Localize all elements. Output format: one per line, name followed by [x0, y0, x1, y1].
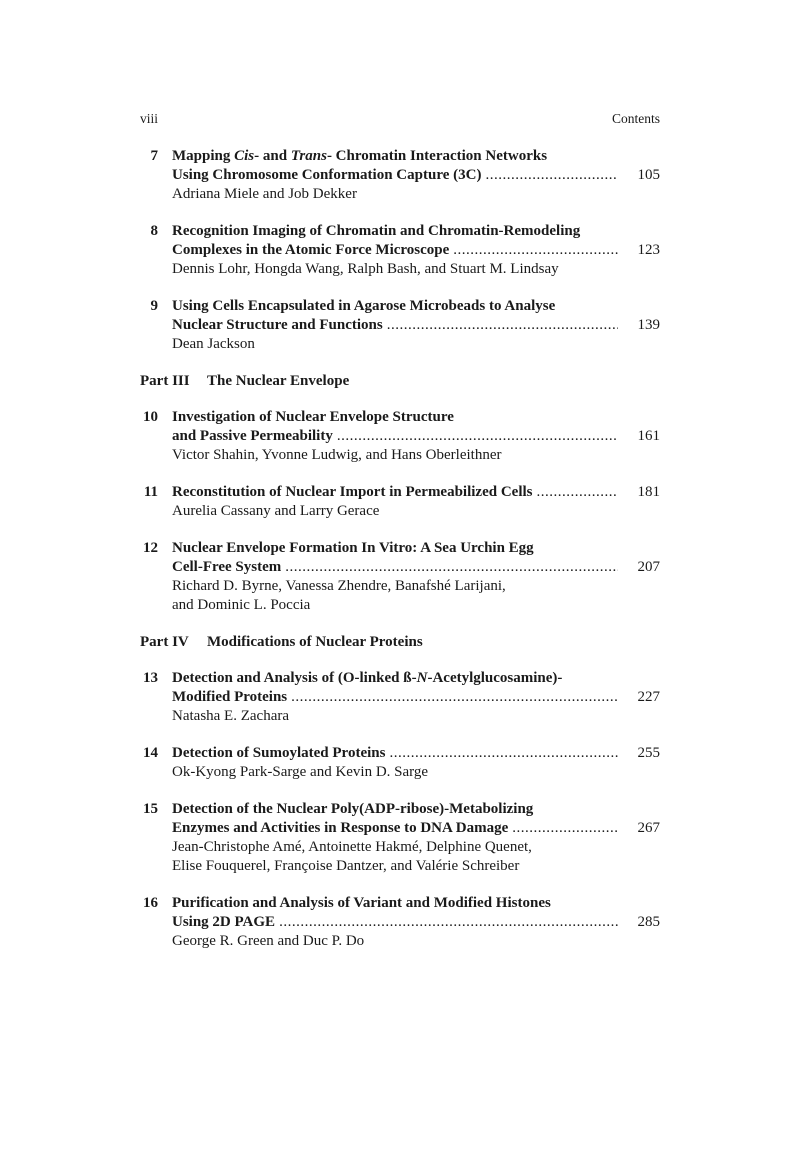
leader-dots [279, 913, 618, 932]
table-of-contents [140, 147, 660, 969]
chapter-title-line: Detection of the Nuclear Poly(ADP-ribose)-Metabolizing [172, 801, 534, 817]
part-title: The Nuclear Envelope [207, 373, 350, 389]
chapter-authors: George R. Green and Duc P. Do [172, 933, 365, 949]
chapter-title-line: Nuclear Envelope Formation In Vitro: A Sea Urchin Egg [172, 540, 534, 556]
chapter-number: 8 [150, 223, 158, 239]
toc-entry-11[interactable] [140, 483, 660, 521]
chapter-title-line: Enzymes and Activities in Response to DNA Damage [172, 820, 509, 836]
chapter-number: 10 [143, 409, 158, 425]
running-title: Contents [611, 111, 660, 126]
chapter-authors: Aurelia Cassany and Larry Gerace [172, 503, 380, 519]
chapter-title-line: Complexes in the Atomic Force Microscope [172, 242, 450, 258]
chapter-title-line: Modified Proteins [172, 689, 288, 705]
chapter-authors: Adriana Miele and Job Dekker [172, 186, 357, 202]
chapter-title-line: Investigation of Nuclear Envelope Structure [172, 409, 454, 425]
chapter-page: 161 [637, 428, 660, 444]
part-title: Modifications of Nuclear Proteins [207, 634, 423, 650]
chapter-title-line: Detection and Analysis of (O-linked ß-N-Acetylglucosamine)- [172, 670, 563, 686]
chapter-authors: Jean-Christophe Amé, Antoinette Hakmé, Delphine Quenet, Elise Fouquerel, Françoise Dantzer, and Valérie Schreiber [172, 839, 532, 874]
chapter-title-line: and Passive Permeability [172, 428, 333, 444]
leader-dots [485, 166, 618, 185]
chapter-number: 14 [143, 745, 158, 761]
chapter-number: 9 [150, 298, 158, 314]
chapter-title-line: Mapping Cis- and Trans- Chromatin Interaction Networks [172, 148, 548, 164]
leader-dots [291, 688, 618, 707]
part-heading [140, 633, 660, 652]
chapter-title-line: Cell-Free System [172, 559, 282, 575]
chapter-title-line: Detection of Sumoylated Proteins [172, 745, 386, 761]
chapter-authors: Victor Shahin, Yvonne Ludwig, and Hans Oberleithner [172, 447, 502, 463]
chapter-number: 16 [143, 895, 158, 911]
chapter-title-line: Reconstitution of Nuclear Import in Permeabilized Cells [172, 484, 533, 500]
chapter-page: 285 [637, 914, 660, 930]
toc-entry-9[interactable] [140, 297, 660, 354]
chapter-number: 7 [150, 148, 158, 164]
toc-entry-13[interactable] [140, 669, 660, 726]
toc-entry-15[interactable] [140, 800, 660, 876]
chapter-title-line: Using Cells Encapsulated in Agarose Microbeads to Analyse [172, 298, 556, 314]
chapter-page: 123 [637, 242, 660, 258]
leader-dots [453, 241, 618, 260]
leader-dots [389, 744, 618, 763]
leader-dots [512, 819, 618, 838]
chapter-authors: Richard D. Byrne, Vanessa Zhendre, Banafshé Larijani, and Dominic L. Poccia [172, 578, 506, 613]
chapter-page: 255 [637, 745, 660, 761]
toc-entry-10[interactable] [140, 408, 660, 465]
chapter-page: 207 [637, 559, 660, 575]
page-number: viii [140, 111, 159, 126]
leader-dots [537, 483, 618, 502]
chapter-authors: Dennis Lohr, Hongda Wang, Ralph Bash, and Stuart M. Lindsay [172, 261, 559, 277]
toc-entry-16[interactable] [140, 894, 660, 951]
toc-entry-14[interactable] [140, 744, 660, 782]
leader-dots [285, 558, 618, 577]
chapter-title-line: Nuclear Structure and Functions [172, 317, 383, 333]
toc-entry-8[interactable] [140, 222, 660, 279]
chapter-authors: Ok-Kyong Park-Sarge and Kevin D. Sarge [172, 764, 429, 780]
chapter-page: 227 [637, 689, 660, 705]
chapter-title-line: Recognition Imaging of Chromatin and Chromatin-Remodeling [172, 223, 581, 239]
toc-entry-12[interactable] [140, 539, 660, 615]
chapter-page: 105 [637, 167, 660, 183]
chapter-page: 181 [637, 484, 660, 500]
chapter-page: 267 [637, 820, 660, 836]
toc-entry-7[interactable] [140, 147, 660, 204]
chapter-authors: Natasha E. Zachara [172, 708, 290, 724]
part-heading [140, 372, 660, 391]
part-label: Part IV [140, 634, 189, 650]
part-label: Part III [140, 373, 190, 389]
chapter-title-line: Using Chromosome Conformation Capture (3C) [172, 167, 482, 183]
chapter-number: 15 [143, 801, 158, 817]
chapter-title-line: Purification and Analysis of Variant and Modified Histones [172, 895, 551, 911]
chapter-number: 13 [143, 670, 158, 686]
chapter-number: 11 [143, 484, 158, 500]
leader-dots [387, 316, 618, 335]
chapter-title-line: Using 2D PAGE [172, 914, 276, 930]
chapter-page: 139 [637, 317, 660, 333]
chapter-number: 12 [143, 540, 158, 556]
chapter-authors: Dean Jackson [172, 336, 255, 352]
leader-dots [337, 427, 618, 446]
